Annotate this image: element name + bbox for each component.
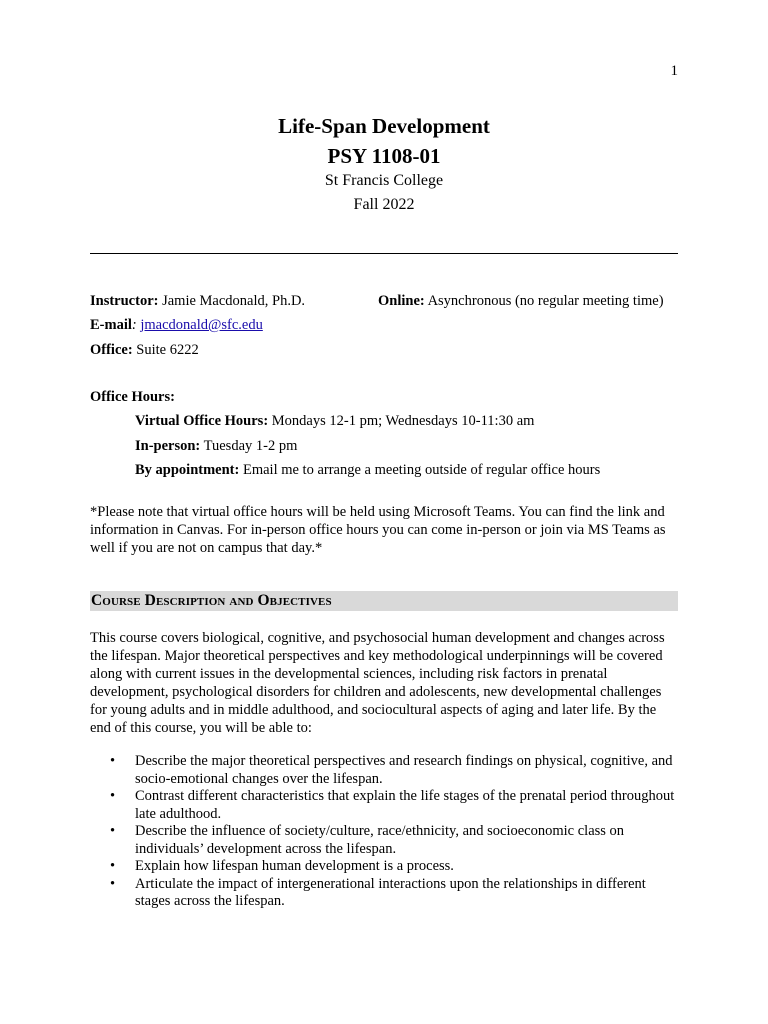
- email-line: [90, 317, 263, 334]
- virtual-hours-line: [135, 413, 534, 430]
- objectives-list: [90, 753, 680, 911]
- email-link[interactable]: jmacdonald@sfc.edu: [140, 317, 263, 333]
- virtual-hours-value: Mondays 12-1 pm; Wednesdays 10-11:30 am: [271, 413, 535, 429]
- inperson-hours-label: In-person:: [135, 438, 201, 454]
- online-label: Online:: [378, 293, 425, 309]
- office-value: Suite 6222: [136, 342, 199, 358]
- list-item: [90, 753, 680, 788]
- list-item: [90, 858, 680, 876]
- bullet-icon: •: [110, 875, 116, 892]
- inperson-hours-value: Tuesday 1-2 pm: [203, 438, 298, 454]
- office-hours-heading: [90, 389, 175, 406]
- email-separator: :: [131, 317, 137, 333]
- list-item: [90, 823, 680, 858]
- appointment-value: Email me to arrange a meeting outside of regular office hours: [242, 462, 601, 478]
- bullet-icon: •: [110, 753, 116, 769]
- list-item: [90, 788, 680, 823]
- office-hours-label: Office Hours:: [90, 389, 175, 405]
- objective-text: Explain how lifespan human development is a process.: [135, 858, 454, 874]
- office-line: [90, 342, 199, 359]
- appointment-label: By appointment:: [135, 462, 240, 478]
- objective-text: Describe the major theoretical perspectives and research findings on physical, cognitive, and socio-emotional changes over the lifespan.: [135, 753, 673, 787]
- objective-text: Articulate the impact of intergenerational interactions upon the relationships in different stages across the lifespan.: [135, 875, 646, 909]
- office-hours-note: *Please note that virtual office hours will be held using Microsoft Teams. You can find the link and information in Canvas. For in-person office hours you can come in-person or join via MS Teams as well if you are not on campus that day.*: [90, 504, 666, 556]
- header-divider: [90, 253, 678, 254]
- inperson-hours-line: [135, 438, 297, 455]
- appointment-line: [135, 462, 600, 479]
- objective-text: Contrast different characteristics that explain the life stages of the prenatal period throughout late adulthood.: [135, 788, 675, 822]
- objective-text: Describe the influence of society/culture, race/ethnicity, and socioeconomic class on individuals’ development across the lifespan.: [135, 823, 625, 857]
- office-label: Office:: [90, 342, 133, 358]
- online-value: Asynchronous (no regular meeting time): [427, 293, 664, 309]
- bullet-icon: •: [110, 788, 116, 804]
- instructor-label: Instructor:: [90, 293, 159, 309]
- instructor-value: Jamie Macdonald, Ph.D.: [162, 293, 306, 309]
- online-line: [378, 293, 664, 310]
- bullet-icon: •: [110, 823, 116, 839]
- course-description: This course covers biological, cognitive, and psychosocial human development and changes across the lifespan. Major theoretical perspectives and key methodological underpinnings will be covered along with current issues in the developmental sciences, including risk factors in prenatal development, psychological disorders for children and adolescents, new developmental challenges for young adults and in middle adulthood, and sociocultural aspects of aging and later life. By the end of this course, you will be able to:: [90, 630, 665, 736]
- email-label: E-mail: [90, 317, 132, 333]
- college-name: St Francis College: [324, 172, 444, 189]
- bullet-icon: •: [110, 858, 116, 874]
- section-heading: Course Description and Objectives: [91, 592, 332, 609]
- course-code: PSY 1108-01: [327, 144, 441, 168]
- term: Fall 2022: [353, 196, 415, 213]
- list-item: [90, 876, 680, 911]
- course-title: Life-Span Development: [278, 114, 490, 138]
- virtual-hours-label: Virtual Office Hours:: [135, 413, 269, 429]
- page-number: 1: [670, 63, 678, 79]
- instructor-line: [90, 293, 305, 310]
